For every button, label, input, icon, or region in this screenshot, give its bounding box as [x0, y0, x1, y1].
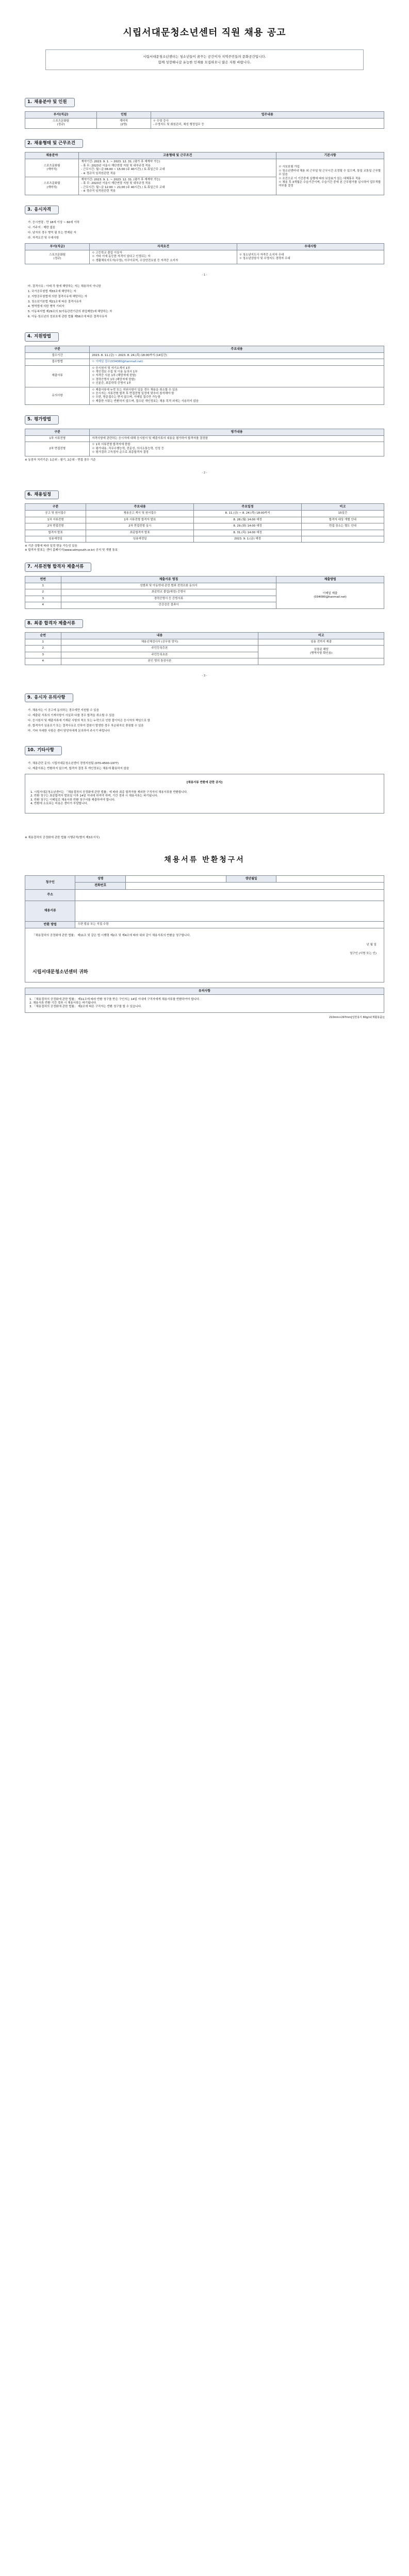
- col-header: 구분: [25, 504, 86, 511]
- table-cell: [301, 530, 384, 536]
- table-cell: 유의사항: [25, 387, 90, 405]
- documents-field[interactable]: [75, 901, 384, 921]
- col-header: 비고: [258, 632, 384, 639]
- table-cell: 계약기간: 2023. 9. 1. ~ 2023. 12. 31. (평가 후 재계약 가능) - 휴 무: 2023년 서울시 재단연령 지원 및 내부규정 적용 - 근무시간: 월~금 12:00 ~ 21:00 (주 40시간) / 토·휴일근무 교대 - ※ 정규직 임직원관련 적용: [79, 177, 276, 195]
- etc-list: 가. 채용관련 문의: 시립서대문청소년센터 경영지원팀 (070-4500-1977) 나. 제출서류는 반환하지 않으며, 합격자 결정 후 개인정보는 채용에 활용하지 않음: [28, 761, 129, 770]
- table-cell: 제출서류: [25, 365, 90, 387]
- section-3-table: [25, 243, 384, 264]
- row-label: 반환 방법: [25, 921, 75, 928]
- table-cell: 2: [25, 589, 61, 596]
- field-label: 전화번호: [75, 883, 125, 889]
- col-header: 기본사항: [276, 152, 384, 159]
- page-number: - 2 -: [202, 471, 207, 474]
- table-cell: 면접 장소는 별도 안내: [301, 523, 384, 530]
- table-cell: ㅇ 1차 서류전형 합격자에 한함 ㅇ 평가내용: 직무수행능력, 전문성, 의사소통능력, 인성 등 ㅇ 평가결과 고득점자 순으로 최종합격자 결정: [90, 442, 384, 456]
- table-row: [25, 583, 384, 589]
- intro-box: 시립서대문청소년센터는 청소년들이 꿈꾸는 공간이자 지역주민들의 문화공간입니다. 함께 성장해나갈 유능한 인재를 모집하오니 많은 지원 바랍니다.: [45, 49, 364, 70]
- section-5-title: 평가방법: [34, 417, 52, 422]
- table-cell: 3: [25, 596, 61, 602]
- table-cell: 채용공고 게시 및 원서접수: [86, 511, 194, 517]
- section-6-table: [25, 503, 384, 543]
- col-header: 제출서류 명칭: [61, 576, 276, 583]
- table-cell: 1차 서류전형 합격자 발표: [86, 517, 194, 523]
- table-cell: 8. 28.(월) 14:00 예정: [194, 517, 302, 523]
- row-label: 채용서류: [25, 901, 75, 921]
- field-label: 생년월일: [226, 876, 276, 883]
- col-header: 자격요건: [90, 243, 237, 250]
- table-row: [25, 365, 384, 387]
- col-header: 인원: [97, 111, 151, 118]
- section-1-table: [25, 111, 384, 129]
- recruitment-notice-page: [0, 0, 409, 1030]
- section-5-table: [25, 429, 384, 456]
- table-row: [25, 442, 384, 456]
- form-declaration-box: [25, 928, 384, 982]
- section-3-title: 응시자격: [34, 207, 52, 212]
- table-cell: 4: [25, 602, 61, 608]
- table-cell: 건강검진 결과서: [61, 602, 276, 608]
- tie-break-note: ※ 동점자 처리기준: 1순위 - 필기, 2순위 - 면접 점수 기준: [25, 458, 96, 462]
- col-header: 주요내용: [90, 346, 384, 352]
- form-recipient: 시립서대문청소년센터 귀하: [32, 970, 88, 975]
- section-4-table: [25, 346, 384, 405]
- form-signer: 청구인 (서명 또는 인): [349, 952, 377, 956]
- form-notice-table: [25, 988, 384, 1013]
- table-cell: 성범죄 및 아동학대 관련 범죄 전력조회 동의서: [61, 583, 276, 589]
- col-header: 업무내용: [151, 111, 384, 118]
- section-4-title: 지원방법: [34, 334, 52, 340]
- table-cell: 4: [25, 658, 61, 665]
- table-cell: 계약직 (2명): [97, 118, 151, 128]
- table-cell: 주민등록등본: [61, 646, 258, 652]
- birth-field[interactable]: [276, 876, 384, 883]
- col-header: 채용분야: [25, 152, 79, 159]
- table-cell: 2023. 8. 11.(금) ~ 2023. 8. 24.(목) 18:00까지 (14일간): [90, 352, 384, 359]
- section-5-number: 5.: [27, 417, 32, 422]
- table-cell: ㅇ 이메일 접수(034080@hanmail.net): [90, 359, 384, 365]
- table-cell: 계약기간: 2023. 9. 1. ~ 2023. 12. 31. (평가 후 재계약 가능) - 휴 무: 2023년 서울시 재단연령 지원 및 내부규정 적용 - 근무시간: 월~금 06:00 ~ 15:00 (주 40시간) / 토·휴일근무 교대 - ※ 정규직 임직원관련 적용: [79, 159, 276, 177]
- col-header: 순번: [25, 632, 61, 639]
- table-row: [25, 517, 384, 523]
- col-header: 부서(직급): [25, 111, 97, 118]
- table-cell: 본인 명의 통장사본: [61, 658, 258, 665]
- section-7-number: 7.: [27, 564, 32, 570]
- table-cell: 스포츠문화팀 (계약직): [25, 177, 79, 195]
- form-title: 채용서류 반환청구서: [164, 856, 245, 865]
- col-header: 평가내용: [90, 429, 384, 435]
- col-header: 부서(직급): [25, 243, 90, 250]
- table-cell: 접수방법: [25, 359, 90, 365]
- document-return-detail: 1. 시립서대문청소년센터는 「채용절차의 공정화에 관한 법률」에 따라 최종 합격자를 제외한 구직자의 채용서류를 반환합니다. 2. 반환 청구는 최종합격자 발표일 이후 14일 이내에 하여야 하며, 기간 경과 시 채용서류는 파기됩니다. 3. 반환 청구는 이메일로 채용서류 반환 청구서를 제출하여야 합니다. 4. 반환에 소요되는 비용은 센터가 부담합니다.: [30, 790, 188, 806]
- table-row: [25, 646, 384, 652]
- col-header: 고용형태 및 근무조건: [79, 152, 276, 159]
- return-method-field[interactable]: 우편 발송 또는 직접 수령: [75, 921, 384, 928]
- table-cell: 1차 서류전형: [25, 517, 86, 523]
- section-1-number: 1.: [27, 99, 32, 105]
- form-notice-body: 1. 「채용절차의 공정화에 관한 법률」 제11조에 따라 반환 청구를 받은 구인자는 14일 이내에 구직자에게 채용서류를 반환하여야 합니다. 2. 채용서류 반환 기간 경과 시 채용서류는 파기됩니다. 3. 「채용절차의 공정화에 관한 법률」 제2조에 따른 구직자는 반환 청구를 할 수 있습니다.: [25, 994, 384, 1012]
- table-cell: 2023. 9. 1.(금) 예정: [194, 536, 302, 542]
- document-return-notice-box: [25, 774, 384, 814]
- page-number: - 3 -: [202, 674, 207, 677]
- section-7-title: 서류전형 합격자 제출서류: [34, 564, 84, 570]
- table-cell: 임용 전까지 제출: [258, 639, 384, 646]
- table-cell: 2차 면접전형: [25, 523, 86, 530]
- table-cell: 스포츠문화팀 (계약직): [25, 159, 79, 177]
- table-row: [25, 658, 384, 665]
- section-1-title: 채용분야 및 인원: [34, 99, 67, 105]
- schedule-note: ※ 기관 상황에 따라 일정 변동 가능성 있음 ※ 합격자 발표는 센터 홈페이지(www.sdmyouth.or.kr) 공지 및 개별 통보: [25, 545, 118, 552]
- section-8-table: [25, 632, 384, 665]
- form-notice-title: 유의사항: [25, 988, 384, 994]
- table-row: [25, 523, 384, 530]
- table-cell: 2: [25, 646, 61, 652]
- table-cell: 3: [25, 652, 61, 658]
- table-row: [25, 387, 384, 405]
- table-cell: ㅇ 고등학교 졸업 이상자 ㅇ 기타 이에 동등한 자격이 있다고 인정되는 자 ㅇ 생활체육지도자(수영), 아쿠아로빅, 수상안전요원 등 자격증 소지자: [90, 250, 237, 264]
- section-9-header: [25, 693, 73, 702]
- table-cell: 1: [25, 639, 61, 646]
- section-8-title: 최종 합격자 제출서류: [34, 620, 75, 626]
- section-5-header: [25, 415, 59, 424]
- form-date: 년 월 일: [366, 943, 377, 946]
- eligibility-list: 가. 응시연령 : 만 18세 이상 ~ 60세 이하 나. 거주지 : 제한 없음 다. 남자의 경우 병역 필 또는 면제된 자 라. 자격요건 및 우대사항: [28, 221, 79, 240]
- col-header: 내용: [61, 632, 258, 639]
- table-row: [25, 530, 384, 536]
- paper-spec: 210mm×297mm[일반용지 60g/㎡(재활용품)]: [329, 1015, 384, 1019]
- phone-field[interactable]: [125, 883, 384, 889]
- page-title: 시립서대문청소년센터 직원 채용 공고: [123, 27, 286, 38]
- form-reference-note: ※ 채용절차의 공정화에 관한 법률 시행규칙(별지 제3호서식): [25, 836, 100, 840]
- col-header: 우대사항: [237, 243, 384, 250]
- table-cell: [301, 536, 384, 542]
- col-header: 주요일정: [194, 504, 302, 511]
- section-10-header: [25, 746, 62, 755]
- table-cell: 1: [25, 583, 61, 589]
- submit-method-cell: 이메일 제출 (034080@hanmail.net): [276, 583, 384, 608]
- table-row: [25, 435, 384, 442]
- table-row: [25, 511, 384, 517]
- section-6-number: 6.: [27, 492, 32, 497]
- table-cell: 합격자 대상 개별 안내: [301, 517, 384, 523]
- table-cell: 임용예정일: [86, 536, 194, 542]
- col-header: 비고: [301, 504, 384, 511]
- table-cell: ㅇ 수영 강사 - 수영지도 및 회원관리, 체성 행정업무 등: [151, 118, 384, 128]
- section-3-header: [25, 206, 59, 214]
- table-cell: 2차 면접전형: [25, 442, 90, 456]
- section-2-number: 2.: [27, 140, 32, 146]
- section-4-header: [25, 332, 59, 341]
- table-row: [25, 536, 384, 542]
- table-cell: 1차 서류전형: [25, 435, 90, 442]
- table-cell: 주민등록초본: [61, 652, 258, 658]
- table-cell: 임용예정일: [25, 536, 86, 542]
- section-10-number: 10.: [27, 748, 36, 753]
- section-1-header: [25, 98, 75, 107]
- table-cell: 8. 11.(금) ~ 8. 24.(목) 18:00까지: [194, 511, 302, 517]
- col-header: 연번: [25, 576, 61, 583]
- table-cell: 최종합격자 발표: [86, 530, 194, 536]
- col-header: 제출방법: [276, 576, 384, 583]
- section-2-table: [25, 152, 384, 195]
- section-7-header: [25, 563, 91, 571]
- table-cell: 최종학교 졸업(예정) 증명서: [61, 589, 276, 596]
- applicant-notice-list: 가. 채용자는 이 공고에 동의하는 경우에만 지원할 수 있음 나. 제출된 서류의 기재사항이 사실과 다를 경우 합격을 취소할 수 있음 다. 응시원서 및 제출서류에 기재된 사항의 착오 또는 누락으로 인한 불이익은 응시자의 책임으로 함 라. 합격자가 임용포기 또는 결격사유로 인하여 결원이 발생한 경우 차순위자로 충원할 수 있음 마. 기타 자세한 사항은 센터 담당자에게 문의하여 주시기 바랍니다: [28, 708, 150, 733]
- table-cell: 8. 29.(화) 14:00 예정: [194, 523, 302, 530]
- section-8-header: [25, 619, 83, 628]
- table-cell: 공고 및 원서접수: [25, 511, 86, 517]
- table-cell: 경력증명서 등 증빙서류: [61, 596, 276, 602]
- section-9-title: 응시자 유의사항: [34, 694, 66, 700]
- table-cell: 접수기간: [25, 352, 90, 359]
- row-label: 주소: [25, 889, 75, 901]
- col-header: 주요내용: [86, 504, 194, 511]
- form-declaration: 「채용절차의 공정화에 관한 법률」 제11조 및 같은 법 시행령 제2조 및 제4조에 따라 위와 같이 채용서류의 반환을 청구합니다.: [32, 934, 191, 937]
- table-cell: 합격자 발표: [25, 530, 86, 536]
- table-row: [25, 359, 384, 365]
- disqualification-list: 마. 결격사유 : 아래 각 항에 해당하는 자는 채용하지 아니함 1. 국가공무원법 제33조에 해당하는 자 2. 지방공무원법에 의한 결격사유에 해당하는 자 3. 청소년기본법 제21조에 따른 결격사유자 4. 병역법에 의한 병역 기피자 5. 아동복지법 제29조의 3(아동관련기관의 취업제한)에 해당하는 자 6. 아동·청소년의 성보호에 관한 법률 제56조에 따른 결격사유자: [28, 284, 112, 319]
- return-request-form: [25, 875, 384, 928]
- page-number: - 1 -: [202, 274, 207, 277]
- basic-info-cell: ㅇ 시보보험 가입 ㅇ 청소년센터내 채용 외 근무일 및 근무시간 조정될 수 있으며, 통일 교통일 근무할 수 있음 ㅇ 조건으로 이 기간중에 실행에 따라 보상효가 있는 대체휴무 적용 ㅇ 채용 후 3개월은 수습기간이며, 수습기간 중에 본 근무평가를 실시하여 업무적합 여부를 결정: [276, 159, 384, 195]
- field-label: 성명: [75, 876, 125, 883]
- remark-cell: 상장된 해당 (병역사항 확인용): [258, 646, 384, 658]
- section-6-title: 채용일정: [34, 492, 52, 497]
- table-cell: 채용신체검사서 (공무원 양식): [61, 639, 258, 646]
- section-2-title: 채용형태 및 근무조건: [34, 140, 75, 146]
- table-row: [25, 250, 384, 264]
- document-return-heading: [채용서류 반환에 관한 공지]: [186, 781, 223, 785]
- section-10-title: 기타사항: [37, 748, 54, 753]
- table-cell: ㅇ 청소년지도사 자격증 소지자 우대 ㅇ 청소년상담사 및 수영지도 경력자 우대: [237, 250, 384, 264]
- table-row: [25, 352, 384, 359]
- table-cell: 스포츠문화팀 (정규): [25, 118, 97, 128]
- table-cell: ㅇ 제출서류에 누락 또는 허위사항이 있을 경우 채용을 취소할 수 있음 ㅇ 응시자는 서류전형 합격 후 면접전형 일정에 맞추어 참석해야 함 ㅇ 우편, 방문접수는 받지 않으며, 이메일 접수만 가능함 ㅇ 제출한 서류는 반환하지 않으며, 접수된 개인정보는 채용 목적 외에는 사용하지 않음: [90, 387, 384, 405]
- table-cell: 스포츠문화팀 (정규): [25, 250, 90, 264]
- table-cell: [258, 658, 384, 665]
- table-cell: 8. 31.(목) 14:00 예정: [194, 530, 302, 536]
- table-cell: 2차 면접전형 실시: [86, 523, 194, 530]
- address-field[interactable]: [75, 889, 384, 901]
- table-row: [25, 639, 384, 646]
- table-cell: 자격사항에 관련하는 응시자에 대해 응시원서 및 제출서류의 내용을 평가하여 합격자를 결정함: [90, 435, 384, 442]
- table-row: [25, 159, 384, 177]
- section-6-header: [25, 490, 59, 499]
- row-label: 청구인: [25, 876, 75, 889]
- section-7-table: [25, 576, 384, 609]
- table-cell: 15일간: [301, 511, 384, 517]
- section-2-header: [25, 139, 83, 148]
- col-header: 구분: [25, 346, 90, 352]
- name-field[interactable]: [125, 876, 226, 883]
- section-9-number: 9.: [27, 694, 32, 700]
- col-header: 구분: [25, 429, 90, 435]
- section-8-number: 8.: [27, 620, 32, 626]
- table-row: [25, 118, 384, 128]
- section-4-number: 4.: [27, 334, 32, 340]
- document-return-notice: [25, 774, 384, 813]
- section-3-number: 3.: [27, 207, 32, 212]
- table-cell: ㅇ 응시원서 및 자기소개서 1부 ㅇ 개인정보 수집 및 이용 동의서 1부 ㅇ 자격증 사본 1부 (해당자에 한함) ㅇ 경력증명서 1부 (해당자에 한함) ㅇ 신분증, 최종학력 증명서 1부: [90, 365, 384, 387]
